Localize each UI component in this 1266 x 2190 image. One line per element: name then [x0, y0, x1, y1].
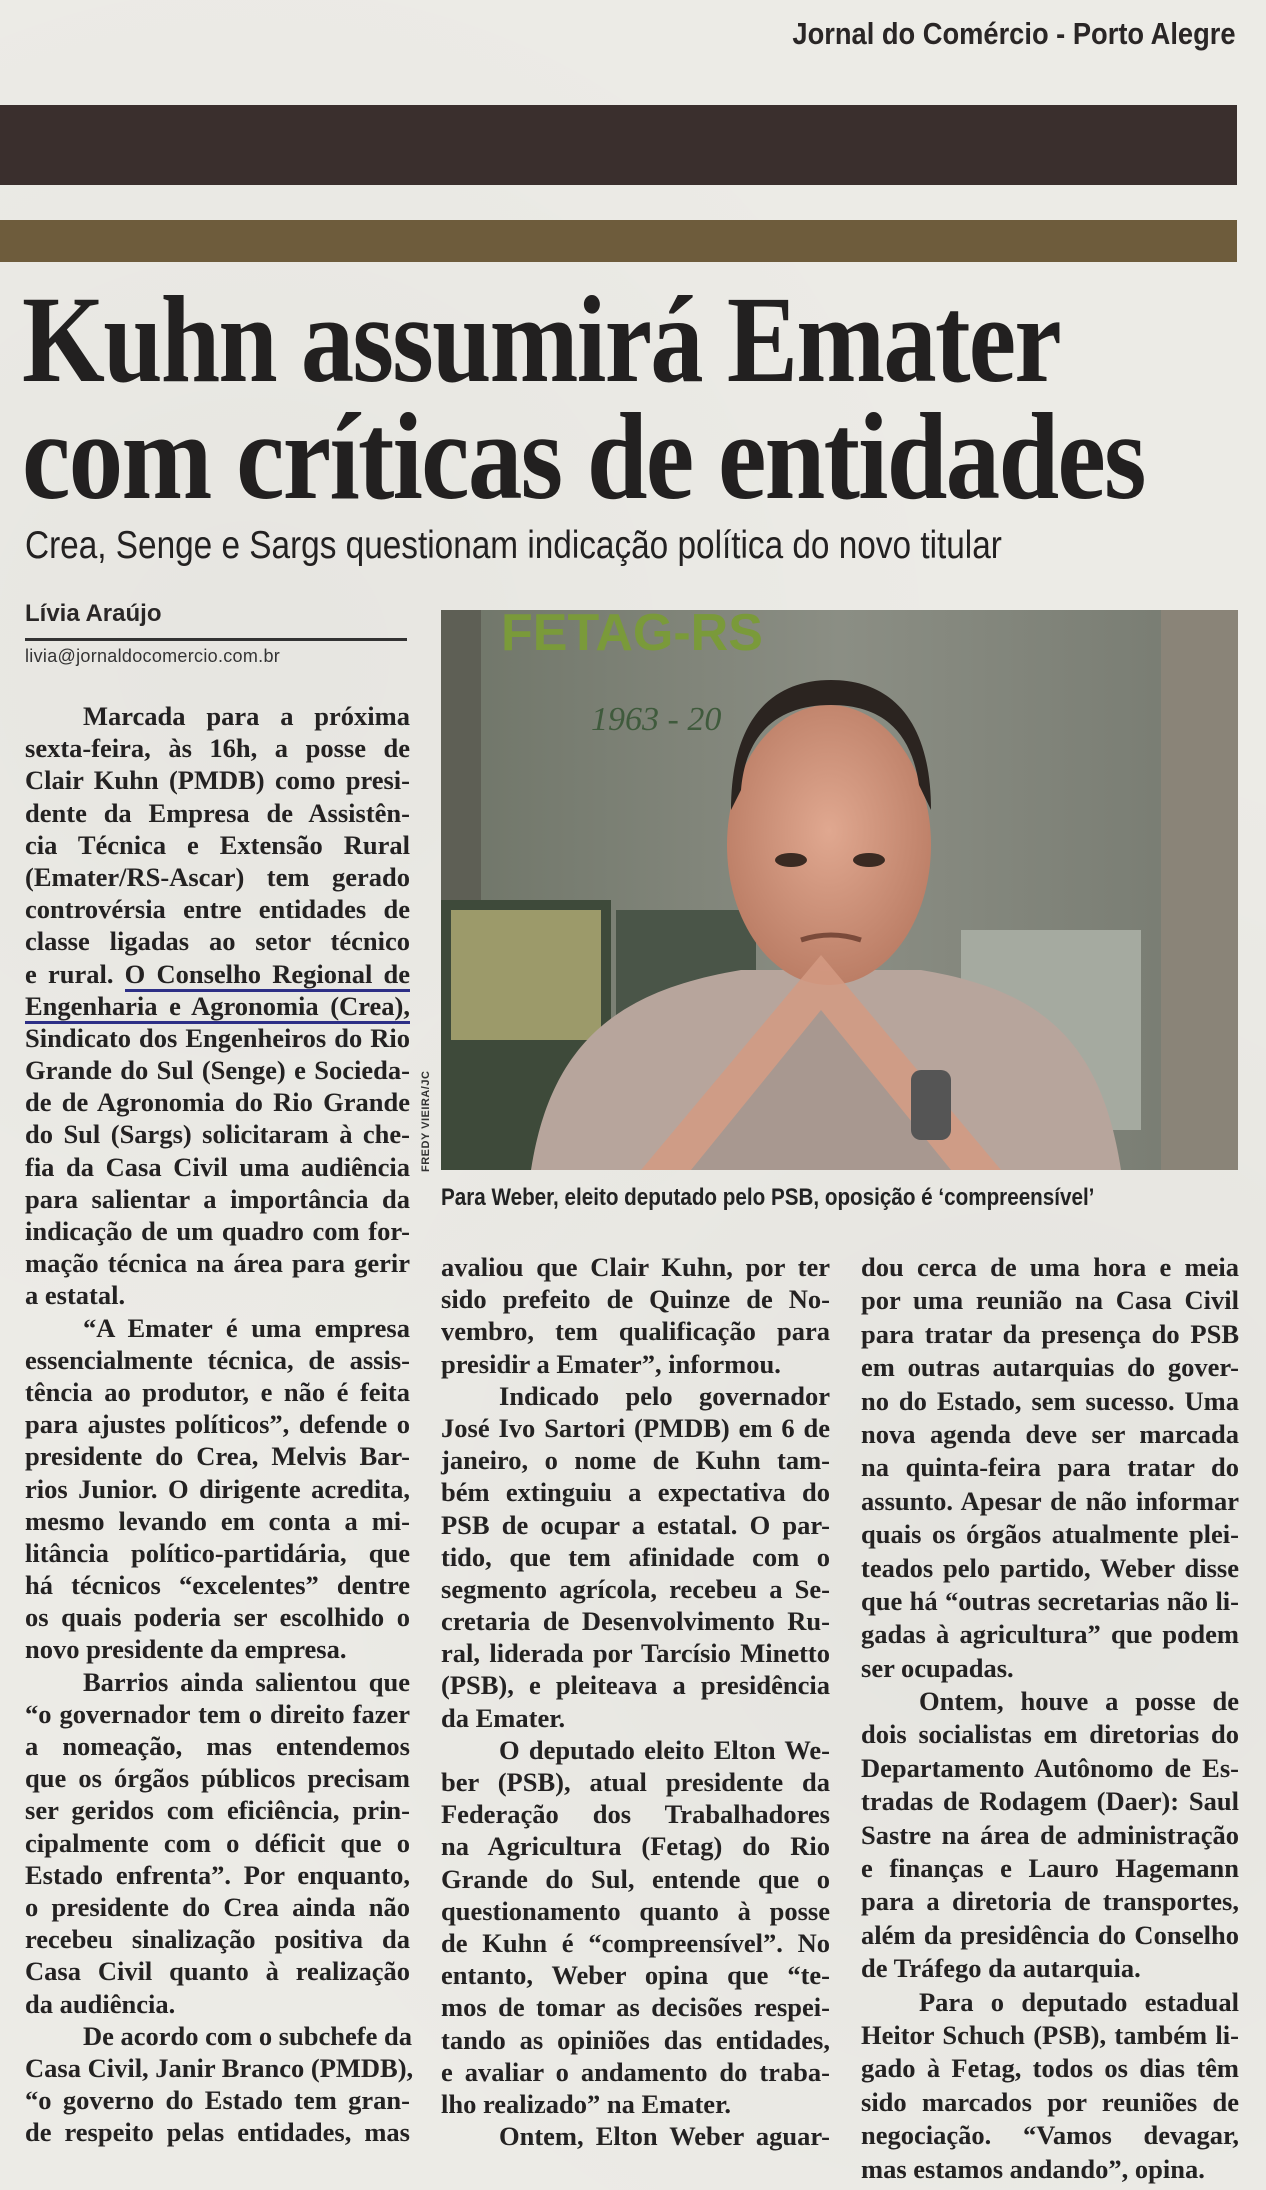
article-column-2 [441, 1251, 830, 2152]
article-text-line: presidir a Emater”, informou. [441, 1348, 781, 1379]
article-text-line: Grande do Sul (Senge) e Socieda- [25, 1055, 410, 1086]
article-text-line: no do Estado, sem sucesso. Uma [861, 1385, 1239, 1416]
article-text-line: tradas de Rodagem (Daer): Saul [861, 1786, 1239, 1817]
article-text-line: nova agenda deve ser marcada [861, 1418, 1239, 1449]
article-text-line: classe ligadas ao setor técnico [25, 926, 410, 957]
article-text-line: para ajustes políticos”, defende o [25, 1409, 410, 1440]
article-text-line: cia Técnica e Extensão Rural [25, 829, 410, 860]
article-text-line: a estatal. [25, 1280, 126, 1311]
article-text-line: vembro, tem qualificação para [441, 1316, 830, 1347]
article-text-line: ral, liderada por Tarcísio Minetto [441, 1638, 830, 1669]
article-text-line: Federação dos Trabalhadores [441, 1799, 830, 1830]
article-text-line: presidente do Crea, Melvis Bar- [25, 1441, 410, 1472]
article-text-line: gado à Fetag, todos os dias têm [861, 2053, 1239, 2084]
article-text-line: para tratar da presença do PSB [861, 1318, 1239, 1349]
article-column-3 [861, 1251, 1239, 2186]
section-bar-dark [0, 105, 1237, 185]
byline-divider [25, 638, 407, 641]
section-bar-gold [0, 220, 1237, 262]
article-text-line: teados pelo partido, Weber disse [861, 1552, 1239, 1583]
article-text-line: negociação. “Vamos devagar, [861, 2120, 1239, 2151]
article-text-line: dente da Empresa de Assistên- [25, 797, 410, 828]
article-text-line: (Emater/RS-Ascar) tem gerado [25, 861, 410, 892]
article-text-line: assunto. Apesar de não informar [861, 1485, 1239, 1516]
article-text-line [25, 990, 410, 1022]
article-text-line: e avaliar o andamento do traba- [441, 2056, 830, 2087]
article-text-line: Casa Civil quanto à realização [25, 1956, 410, 1987]
article-text-line: litância político-partidária, que [25, 1537, 410, 1568]
article-text-line: sido marcados por reuniões de [861, 2086, 1239, 2117]
article-text-line: Casa Civil, Janir Branco (PMDB), [25, 2052, 414, 2083]
article-text-line: mas estamos andando”, opina. [861, 2153, 1205, 2184]
article-text-line: indicação de um quadro com for- [25, 1216, 410, 1246]
article-text-line: fia da Casa Civil uma audiência [25, 1151, 410, 1182]
headline-line-1: Kuhn assumirá Emater [22, 271, 1060, 408]
article-text-line: entanto, Weber opina que “te- [441, 1960, 830, 1991]
article-text-line: dou cerca de uma hora e meia [861, 1252, 1239, 1282]
article-text-line: por uma reunião na Casa Civil [861, 1285, 1239, 1316]
article-text-line: Estado enfrenta”. Por enquanto, [25, 1859, 410, 1890]
newspaper-masthead: Jornal do Comércio - Porto Alegre [792, 16, 1236, 51]
article-text-line: Para o deputado estadual [919, 1986, 1239, 2017]
article-text-line: de respeito pelas entidades, mas [25, 2117, 410, 2148]
article-text-line: mos de tomar as decisões respei- [441, 1992, 830, 2023]
article-text-line: Indicado pelo governador [499, 1380, 830, 1411]
article-text-line: ser ocupadas. [861, 1652, 1014, 1683]
article-text-line: Sindicato dos Engenheiros do Rio [25, 1022, 410, 1053]
article-text-line: O deputado eleito Elton We- [499, 1734, 830, 1765]
article-text-line: sexta-feira, às 16h, a posse de [25, 733, 410, 764]
article-text-line: Ontem, Elton Weber aguar- [499, 2121, 830, 2152]
article-text-line: que há “outras secretarias não li- [861, 1585, 1239, 1616]
article-text-line: e rural. O Conselho Regional de [25, 958, 410, 990]
article-text-line: Ontem, houve a posse de [919, 1686, 1239, 1717]
article-text-line: rios Junior. O dirigente acredita, [25, 1473, 410, 1504]
article-text-line: “o governo do Estado tem gran- [25, 2085, 410, 2116]
article-text-line: PSB de ocupar a estatal. O par- [441, 1509, 830, 1540]
byline-author: Lívia Araújo [25, 600, 162, 627]
headline-line-2: com críticas de entidades [22, 388, 1145, 525]
article-text-line: avaliou que Clair Kuhn, por ter [441, 1252, 830, 1282]
article-text-line: Grande do Sul, entende que o [441, 1863, 830, 1894]
pen-underlined-text: Engenharia e Agronomia (Crea), [25, 991, 410, 1024]
article-text-line: os quais poderia ser escolhido o [25, 1602, 410, 1633]
article-text-line: que os órgãos públicos precisam [25, 1763, 410, 1794]
article-text-line: da audiência. [25, 1988, 176, 2019]
photo-banner-text: FETAG-RS [501, 610, 763, 662]
article-text-line: o presidente do Crea ainda não [25, 1891, 410, 1922]
article-text-line: dois socialistas em diretorias do [861, 1719, 1239, 1750]
photo-caption: Para Weber, eleito deputado pelo PSB, oposição é ‘compreensível’ [441, 1184, 1095, 1211]
article-text-line: Clair Kuhn (PMDB) como presi- [25, 765, 410, 796]
article-text-line: Marcada para a próxima [83, 701, 410, 731]
article-text-line: Departamento Autônomo de Es- [861, 1752, 1239, 1783]
article-text-line: tência ao produtor, e não é feita [25, 1376, 410, 1407]
article-text-line: recebeu sinalização positiva da [25, 1924, 410, 1955]
article-text-line: para a diretoria de transportes, [861, 1886, 1239, 1917]
article-text-line: na quinta-feira para tratar do [861, 1452, 1239, 1483]
article-text-line: lho realizado” na Emater. [441, 2088, 732, 2119]
article-text-line: bém extinguiu a expectativa do [441, 1477, 830, 1508]
article-text-line: “A Emater é uma empresa [83, 1312, 410, 1343]
article-text-line: Barrios ainda salientou que [83, 1666, 410, 1697]
article-text-line: quais os órgãos atualmente plei- [861, 1519, 1239, 1550]
subheadline: Crea, Senge e Sargs questionam indicação política do novo titular [25, 524, 1002, 567]
article-text-line: Sastre na área de administração [861, 1819, 1239, 1850]
article-text-line: Heitor Schuch (PSB), também li- [861, 2019, 1239, 2050]
article-text-line: sido prefeito de Quinze de No- [441, 1284, 830, 1315]
article-text-line: e finanças e Lauro Hagemann [861, 1853, 1239, 1884]
article-text-line: novo presidente da empresa. [25, 1634, 347, 1665]
article-text-line: de Tráfego da autarquia. [861, 1953, 1141, 1984]
article-text-line: de Kuhn é “compreensível”. No [441, 1927, 830, 1958]
article-text-line: ser geridos com eficiência, prin- [25, 1795, 410, 1826]
article-text-line: essencialmente técnica, de assis- [25, 1344, 410, 1375]
article-text-line: (PSB), e pleiteava a presidência [441, 1670, 830, 1701]
article-text-line: questionamento quanto à posse [441, 1895, 830, 1926]
article-text-line: segmento agrícola, recebeu a Se- [441, 1573, 830, 1604]
article-text-line: gadas à agricultura” que podem [861, 1619, 1239, 1650]
article-text-line: “o governador tem o direito fazer [25, 1698, 410, 1729]
article-text-line: cipalmente com o déficit que o [25, 1827, 410, 1858]
article-text-line: do Sul (Sargs) solicitaram à che- [25, 1119, 410, 1150]
article-text-line: controvérsia entre entidades de [25, 894, 410, 925]
article-text-line: a nomeação, mas entendemos [25, 1731, 410, 1761]
article-text-line: tido, que tem afinidade com o [441, 1541, 830, 1572]
photo-credit: FREDY VIEIRA/JC [420, 1070, 432, 1172]
article-photo [441, 610, 1238, 1170]
article-text-line: cretaria de Desenvolvimento Ru- [441, 1606, 830, 1637]
article-text-line: José Ivo Sartori (PMDB) em 6 de [441, 1412, 830, 1443]
article-text-line: tando as opiniões das entidades, [441, 2024, 830, 2055]
pen-underlined-text: O Conselho Regional de [125, 959, 410, 992]
article-text-line: há técnicos “excelentes” dentre [25, 1570, 410, 1601]
article-text-line: mesmo levando em conta a mi- [25, 1505, 410, 1536]
photo-banner-years: 1963 - 20 [591, 701, 722, 738]
photo-weber-image [441, 610, 1238, 1170]
article-text-line: na Agricultura (Fetag) do Rio [441, 1831, 830, 1862]
article-text-line: De acordo com o subchefe da [83, 2020, 412, 2051]
article-text-line: janeiro, o nome de Kuhn tam- [441, 1445, 830, 1476]
article-text-line: da Emater. [441, 1702, 566, 1733]
article-text-line: além da presidência do Conselho [861, 1919, 1239, 1950]
article-column-1 [25, 700, 414, 2148]
byline-email: livia@jornaldocomercio.com.br [25, 646, 281, 666]
article-text-line: ber (PSB), atual presidente da [441, 1767, 830, 1797]
article-text-line: de de Agronomia do Rio Grande [25, 1087, 410, 1118]
article-text-line: em outras autarquias do gover- [861, 1352, 1239, 1383]
article-text-line: mação técnica na área para gerir [25, 1248, 410, 1279]
article-text-line: para salientar a importância da [25, 1183, 410, 1214]
